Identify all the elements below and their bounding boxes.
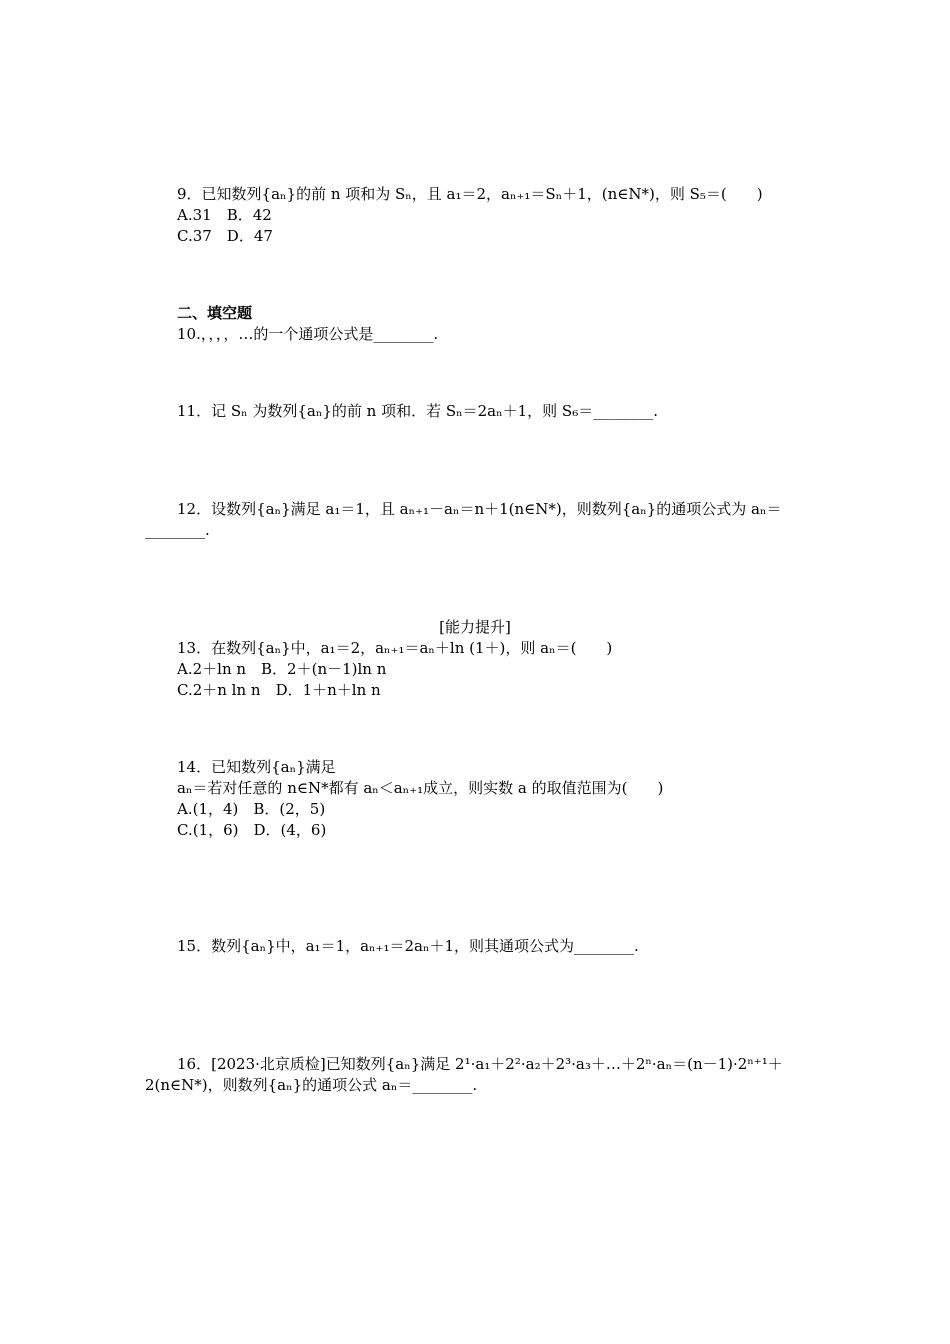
q12-line2: ________. xyxy=(145,521,210,539)
q13-options-ab: A.2＋ln n B．2＋(n－1)ln n xyxy=(177,660,387,678)
q14-options-ab: A.(1，4) B．(2，5) xyxy=(177,800,326,818)
q15-stem: 15．数列{aₙ}中，a₁＝1，aₙ₊₁＝2aₙ＋1，则其通项公式为________. xyxy=(177,937,639,955)
q9-options-cd: C.37 D．47 xyxy=(177,227,273,245)
q10-stem: 10.，，，，…的一个通项公式是________. xyxy=(177,325,439,343)
q9-stem: 9．已知数列{aₙ}的前 n 项和为 Sₙ，且 a₁＝2，aₙ₊₁＝Sₙ＋1，(n∈N*)，则 S₅＝( ) xyxy=(177,185,763,203)
q11-stem: 11．记 Sₙ 为数列{aₙ}的前 n 项和．若 Sₙ＝2aₙ＋1，则 S₆＝________. xyxy=(177,402,658,420)
q9-options-ab: A.31 B．42 xyxy=(177,206,272,224)
q13-stem: 13．在数列{aₙ}中，a₁＝2，aₙ₊₁＝aₙ＋ln (1＋)，则 aₙ＝( ) xyxy=(177,639,613,657)
section-fill-in-title: 二、填空题 xyxy=(177,304,253,322)
q16-line1: 16．[2023·北京质检]已知数列{aₙ}满足 2¹·a₁＋2²·a₂＋2³·a₃＋…＋2ⁿ·aₙ＝(n－1)·2ⁿ⁺¹＋ xyxy=(177,1055,783,1073)
q14-options-cd: C.(1，6) D．(4，6) xyxy=(177,821,327,839)
q16-line2: 2(n∈N*)，则数列{aₙ}的通项公式 aₙ＝________. xyxy=(145,1076,478,1094)
q13-options-cd: C.2＋n ln n D．1＋n＋ln n xyxy=(177,681,381,699)
q14-line1: 14．已知数列{aₙ}满足 xyxy=(177,758,336,776)
q12-line1: 12．设数列{aₙ}满足 a₁＝1，且 aₙ₊₁－aₙ＝n＋1(n∈N*)，则数列{aₙ}的通项公式为 aₙ＝ xyxy=(177,500,782,518)
ability-section-title: [能力提升] xyxy=(439,618,511,636)
q14-line2: aₙ＝若对任意的 n∈N*都有 aₙ＜aₙ₊₁成立，则实数 a 的取值范围为( ) xyxy=(177,779,664,797)
